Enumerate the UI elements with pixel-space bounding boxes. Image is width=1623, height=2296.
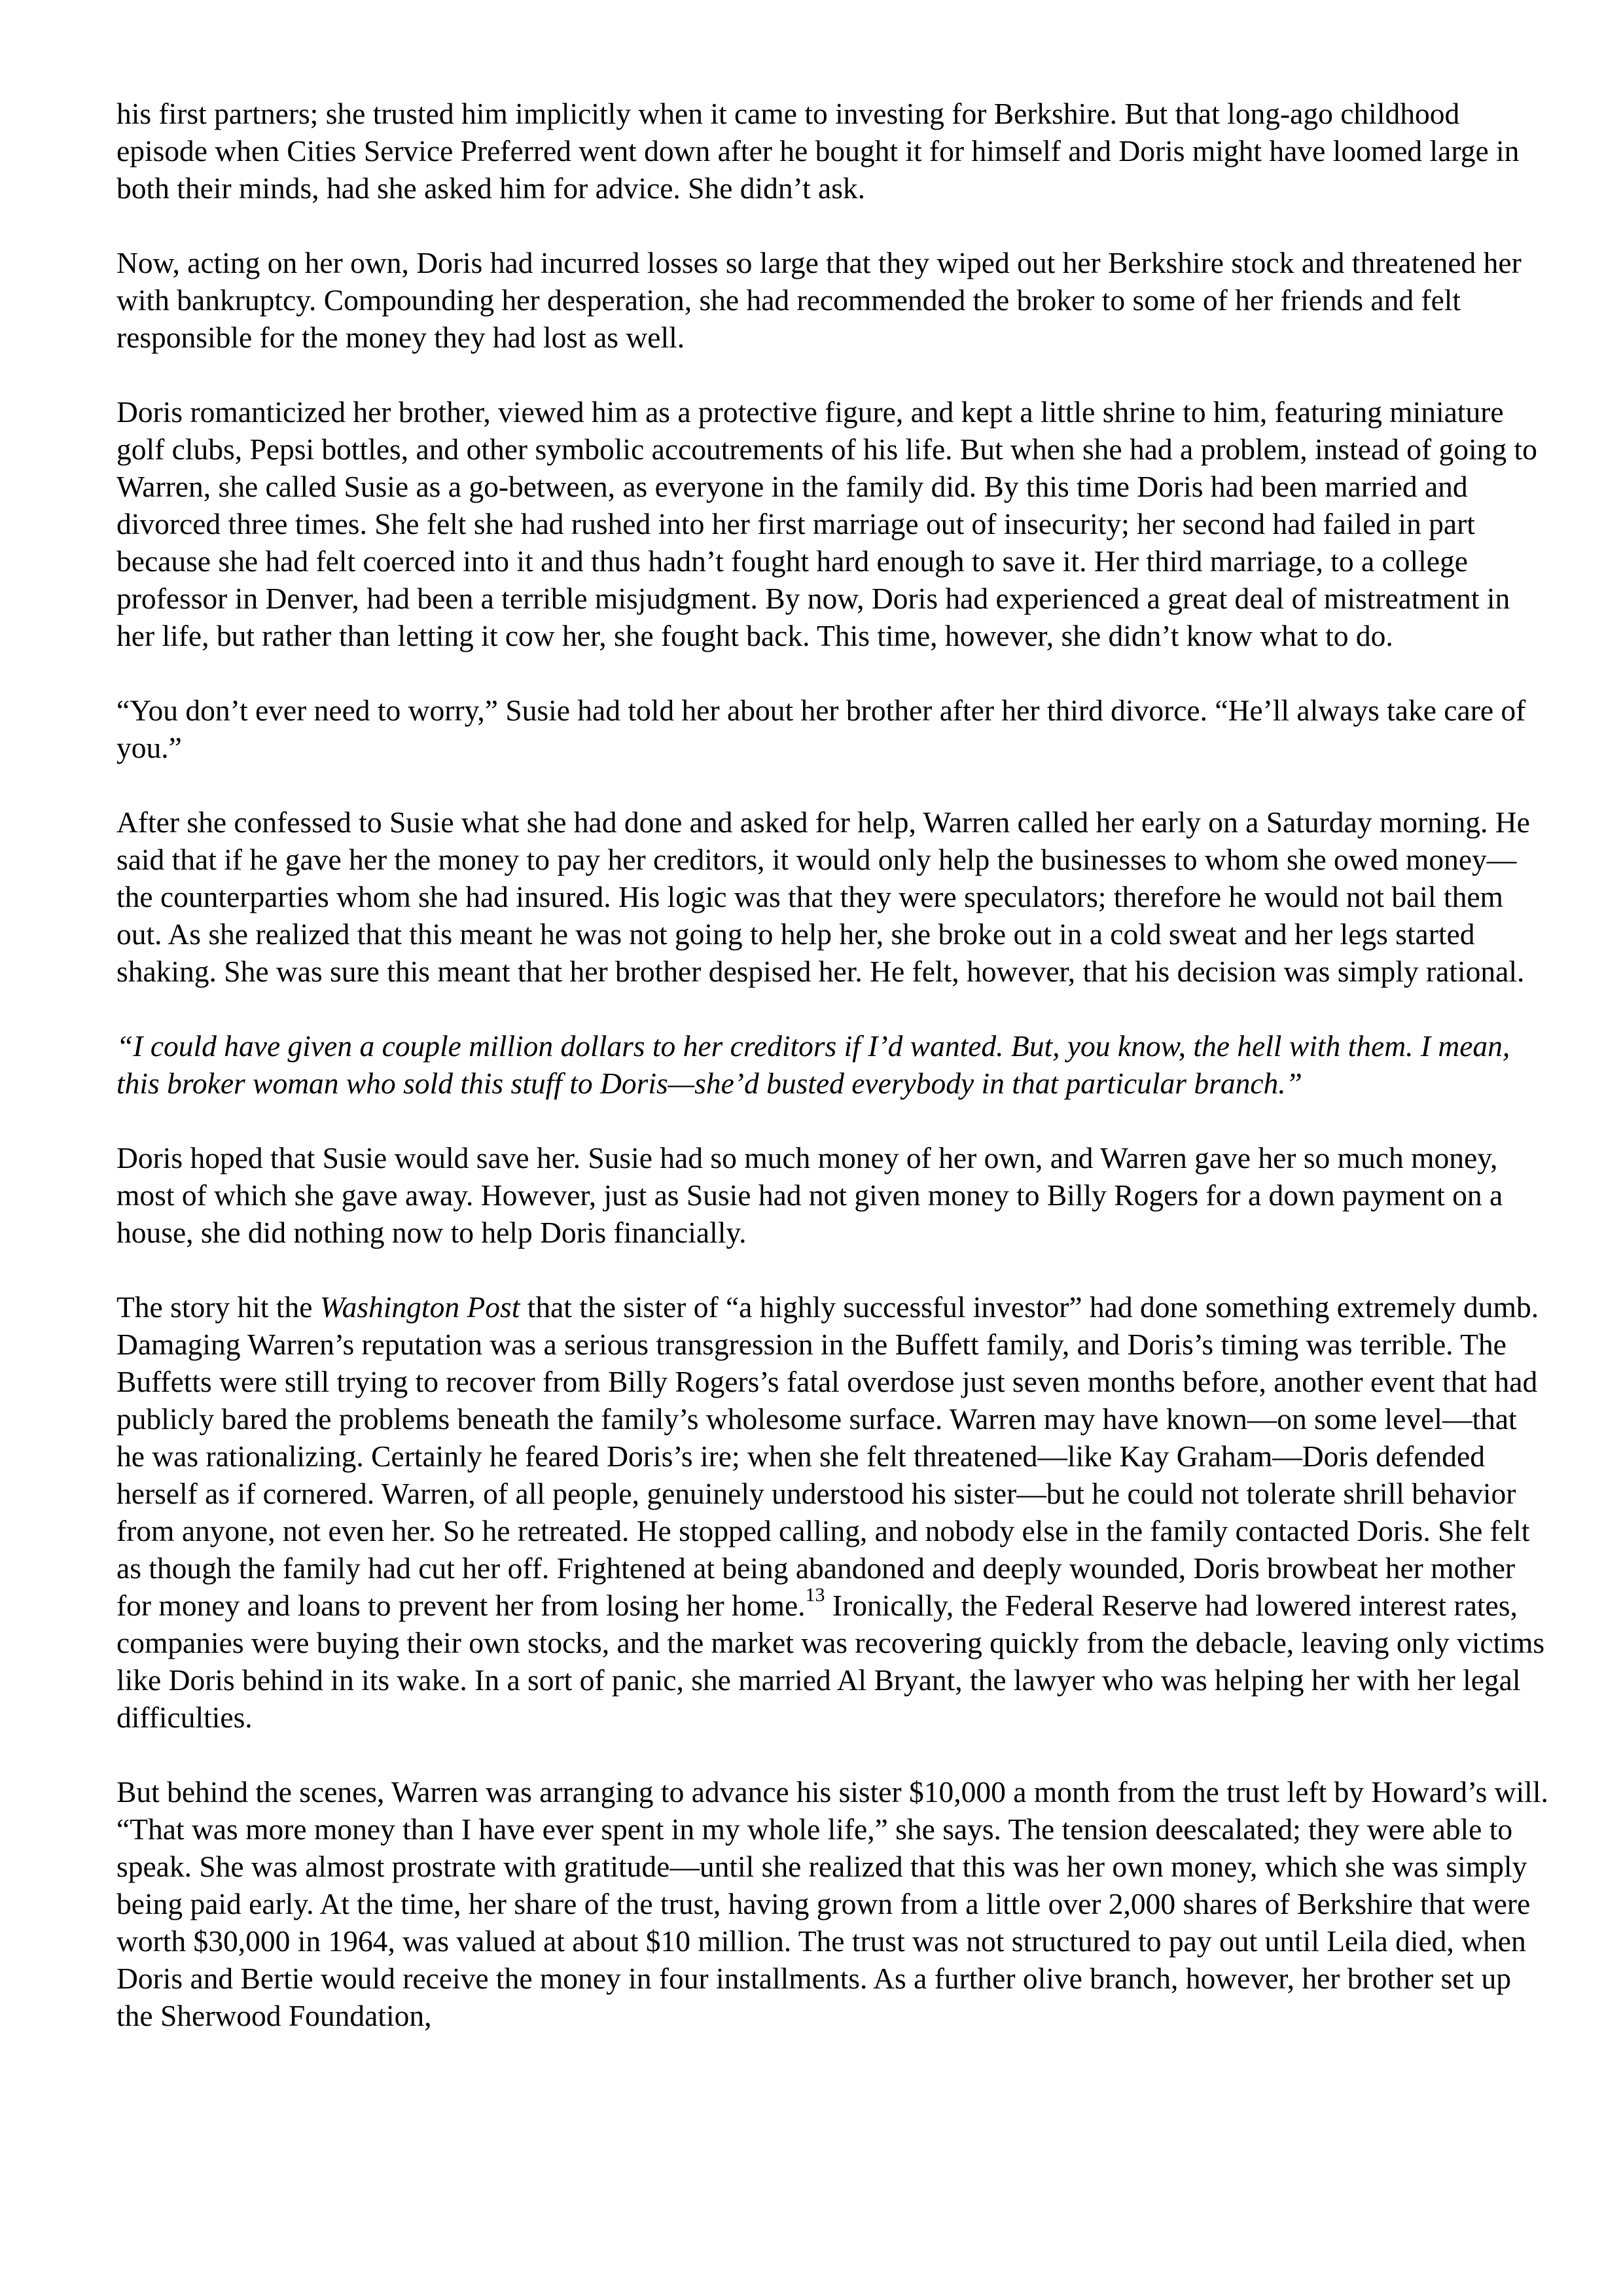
paragraph-1: his first partners; she trusted him implicitly when it came to investing for Berkshire. But that long-ago childhood episode when Cities Service Preferred went down after he bought it for himself and Doris might have loomed large in both their minds, had she asked him for advice. She didn’t ask. [116, 97, 1520, 205]
document-page [116, 95, 1550, 2034]
paragraph-9: But behind the scenes, Warren was arranging to advance his sister $10,000 a month from the trust left by Howard’s will. “That was more money than I have ever spent in my whole life,” she says. The tension deescalated; they were able to speak. She was almost prostrate with gratitude—until she realized that this was her own money, which she was simply being paid early. At the time, her share of the trust, having grown from a little over 2,000 shares of Berkshire that were worth $30,000 in 1964, was valued at about $10 million. The trust was not structured to pay out until Leila died, when Doris and Bertie would receive the money in four installments. As a further olive branch, however, her brother set up the Sherwood Foundation, [116, 1775, 1548, 2032]
paragraph-3: Doris romanticized her brother, viewed him as a protective figure, and kept a little shrine to him, featuring miniature golf clubs, Pepsi bottles, and other symbolic accoutrements of his life. But when she had a problem, instead of going to Warren, she called Susie as a go-between, as everyone in the family did. By this time Doris had been married and divorced three times. She felt she had rushed into her first marriage out of insecurity; her second had failed in part because she had felt coerced into it and thus hadn’t fought hard enough to save it. Her third marriage, to a college professor in Denver, had been a terrible misjudgment. By now, Doris had experienced a great deal of mistreatment in her life, but rather than letting it cow her, she fought back. This time, however, she didn’t know what to do. [116, 395, 1537, 652]
publication-title: Washington Post [319, 1290, 520, 1324]
paragraph-8-text-end: Ironically, the Federal Reserve had lowered interest rates, companies were buying their own stocks, and the market was recovering quickly from the debacle, leaving only victims like Doris behind in its wake. In a sort of panic, she married Al Bryant, the lawyer who was helping her with her legal difficulties. [116, 1589, 1545, 1734]
paragraph-5: After she confessed to Susie what she had done and asked for help, Warren called her early on a Saturday morning. He said that if he gave her the money to pay her creditors, it would only help the businesses to whom she owed money—the counterparties whom she had insured. His logic was that they were speculators; therefore he would not bail them out. As she realized that this meant he was not going to help her, she broke out in a cold sweat and her legs started shaking. She was sure this meant that her brother despised her. He felt, however, that his decision was simply rational. [116, 805, 1530, 988]
quote-paragraph: “I could have given a couple million dollars to her creditors if I’d wanted. But, you know, the hell with them. I mean, this broker woman who sold this stuff to Doris—she’d busted everybody in that particular branch.” [116, 1029, 1510, 1100]
paragraph-8 [116, 1288, 1550, 1736]
footnote-reference: 13 [805, 1584, 825, 1606]
paragraph-8-text-middle: that the sister of “a highly successful investor” had done something extremely dumb. Damaging Warren’s reputation was a serious transgression in the Buffett family, and Doris’s timing was terrible. The Buffetts were still trying to recover from Billy Rogers’s fatal overdose just seven months before, another event that had publicly bared the problems beneath the family’s wholesome surface. Warren may have known—on some level—that he was rationalizing. Certainly he feared Doris’s ire; when she felt threatened—like Kay Graham—Doris defended herself as if cornered. Warren, of all people, genuinely understood his sister—but he could not tolerate shrill behavior from anyone, not even her. So he retreated. He stopped calling, and nobody else in the family contacted Doris. She felt as though the family had cut her off. Frightened at being abandoned and deeply wounded, Doris browbeat her mother for money and loans to prevent her from losing her home. [116, 1290, 1539, 1622]
paragraph-8-text-start: The story hit the [116, 1290, 320, 1324]
paragraph-7: Doris hoped that Susie would save her. Susie had so much money of her own, and Warren gave her so much money, most of which she gave away. However, just as Susie had not given money to Billy Rogers for a down payment on a house, she did nothing now to help Doris financially. [116, 1141, 1503, 1249]
paragraph-4: “You don’t ever need to worry,” Susie had told her about her brother after her third divorce. “He’ll always take care of you.” [116, 694, 1526, 764]
paragraph-2: Now, acting on her own, Doris had incurred losses so large that they wiped out her Berkshire stock and threatened her with bankruptcy. Compounding her desperation, she had recommended the broker to some of her friends and felt responsible for the money they had lost as well. [116, 246, 1522, 354]
